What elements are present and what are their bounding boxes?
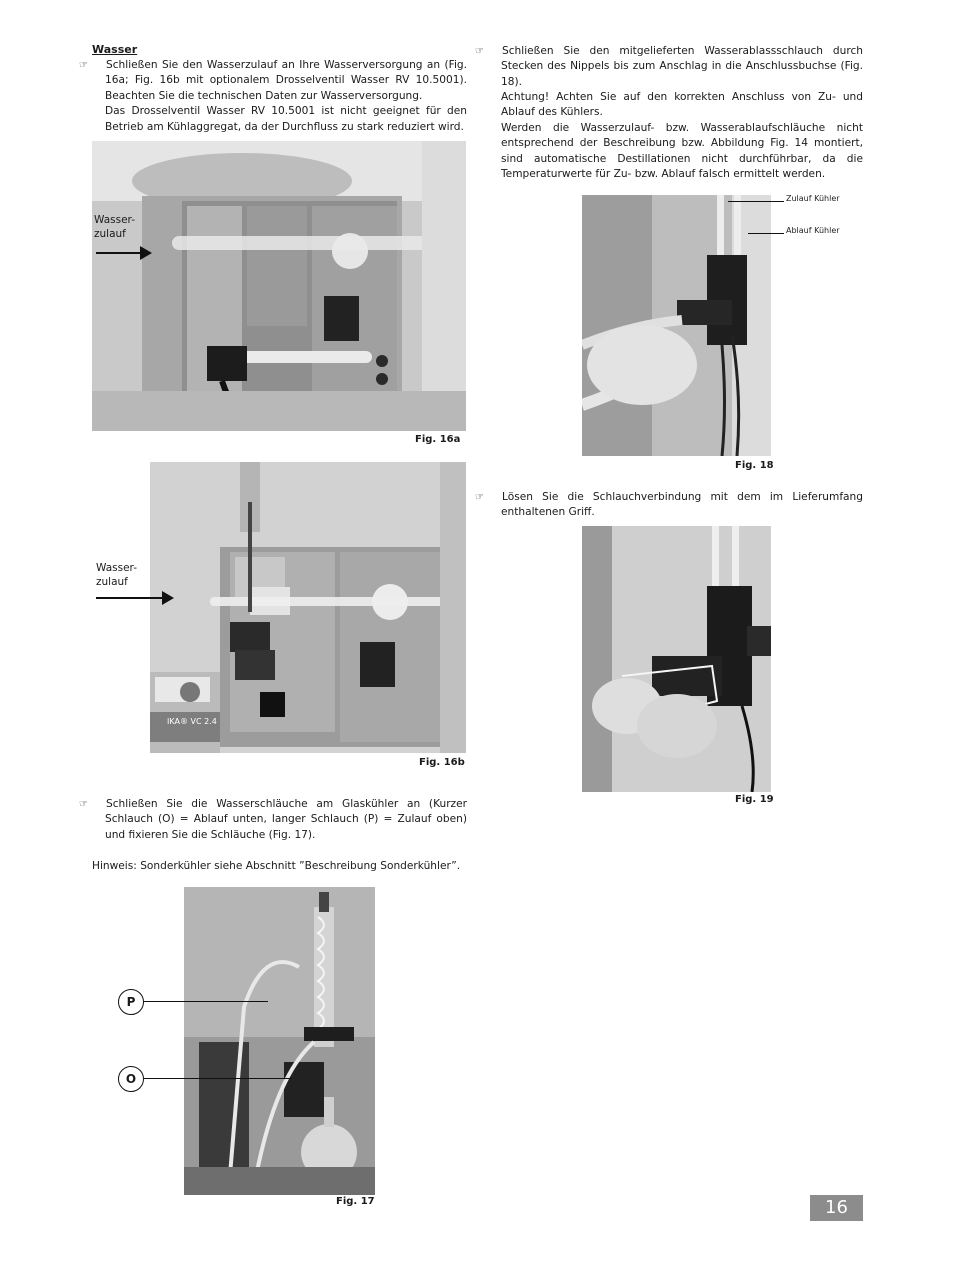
paragraph-water-connection	[79, 58, 467, 135]
paragraph-hoses	[79, 797, 467, 843]
fig17-label-p: P	[118, 989, 144, 1015]
fig17-caption: Fig. 17	[336, 1196, 375, 1207]
section-heading: Wasser	[92, 43, 138, 56]
paragraph-text: Lösen Sie die Schlauchverbindung mit dem im Lieferumfang enthaltenen Griff.	[501, 491, 863, 519]
warning-text: Werden die Wasserzulauf- bzw. Wasserablaufschläuche nicht entsprechend der Beschreibung bzw. Abbildung Fig. 14 montiert, sind automatische Destillationen nicht durchführbar, da die Temperaturwerte für Zu- bzw. Ablauf falsch ermittelt werden.	[501, 121, 863, 181]
fig19-photo	[582, 526, 771, 792]
fig16a-callout-label: Wasser- zulauf	[94, 214, 135, 240]
note-text: Hinweis: Sonderkühler siehe Abschnitt ”Beschreibung Sonderkühler”.	[92, 860, 461, 872]
fig16b-callout-label: Wasser- zulauf	[96, 562, 137, 588]
paragraph-text: Schließen Sie den mitgelieferten Wasserablassschlauch durch Stecken des Nippels bis zum Anschlag in die Anschlussbuchse (Fig. 18).	[501, 45, 863, 88]
fig18-label-inlet: Zulauf Kühler	[786, 194, 840, 203]
fig18-leader-outlet	[748, 233, 784, 234]
fig18-caption: Fig. 18	[735, 460, 774, 471]
hand-pointer-icon: ☞	[475, 492, 484, 503]
paragraph-text: Schließen Sie den Wasserzulauf an Ihre Wasserversorgung an (Fig. 16a; Fig. 16b mit optionalem Drosselventil Wasser RV 10.5001). Beachten Sie die technischen Daten zur Wasserversorgung.	[105, 59, 467, 102]
fig18-photo	[582, 195, 771, 456]
warning-text: Achtung! Achten Sie auf den korrekten Anschluss von Zu- und Ablauf des Kühlers.	[501, 91, 863, 119]
warning-paragraph	[488, 90, 863, 182]
paragraph-text: Das Drosselventil Wasser RV 10.5001 ist nicht geeignet für den Betrieb am Kühlaggregat, da der Durchfluss zu stark reduziert wird.	[105, 105, 467, 133]
fig17-photo	[184, 887, 375, 1195]
page-number: 16	[810, 1195, 863, 1221]
hand-pointer-icon: ☞	[475, 46, 484, 57]
fig16b-arrow	[96, 597, 168, 599]
fig16a-arrow	[96, 252, 146, 254]
paragraph-drain-hose	[475, 44, 863, 90]
fig16b-caption: Fig. 16b	[419, 757, 465, 768]
fig18-leader-inlet	[728, 201, 784, 202]
paragraph-text: Schließen Sie die Wasserschläuche am Glaskühler an (Kurzer Schlauch (O) = Ablauf unten, langer Schlauch (P) = Zulauf oben) und fixieren Sie die Schläuche (Fig. 17).	[105, 798, 467, 841]
fig16a-photo	[92, 141, 466, 431]
fig17-label-o: O	[118, 1066, 144, 1092]
fig16a-caption: Fig. 16a	[415, 434, 461, 445]
paragraph-release	[475, 490, 863, 521]
hand-pointer-icon: ☞	[79, 799, 88, 810]
fig18-label-outlet: Ablauf Kühler	[786, 226, 840, 235]
fig17-leader-p	[144, 1001, 268, 1002]
fig19-caption: Fig. 19	[735, 794, 774, 805]
fig17-leader-o	[144, 1078, 292, 1079]
fig16b-photo	[150, 462, 466, 753]
fig16b-brand-label: IKA® VC 2.4	[167, 717, 217, 726]
hand-pointer-icon: ☞	[79, 60, 88, 71]
